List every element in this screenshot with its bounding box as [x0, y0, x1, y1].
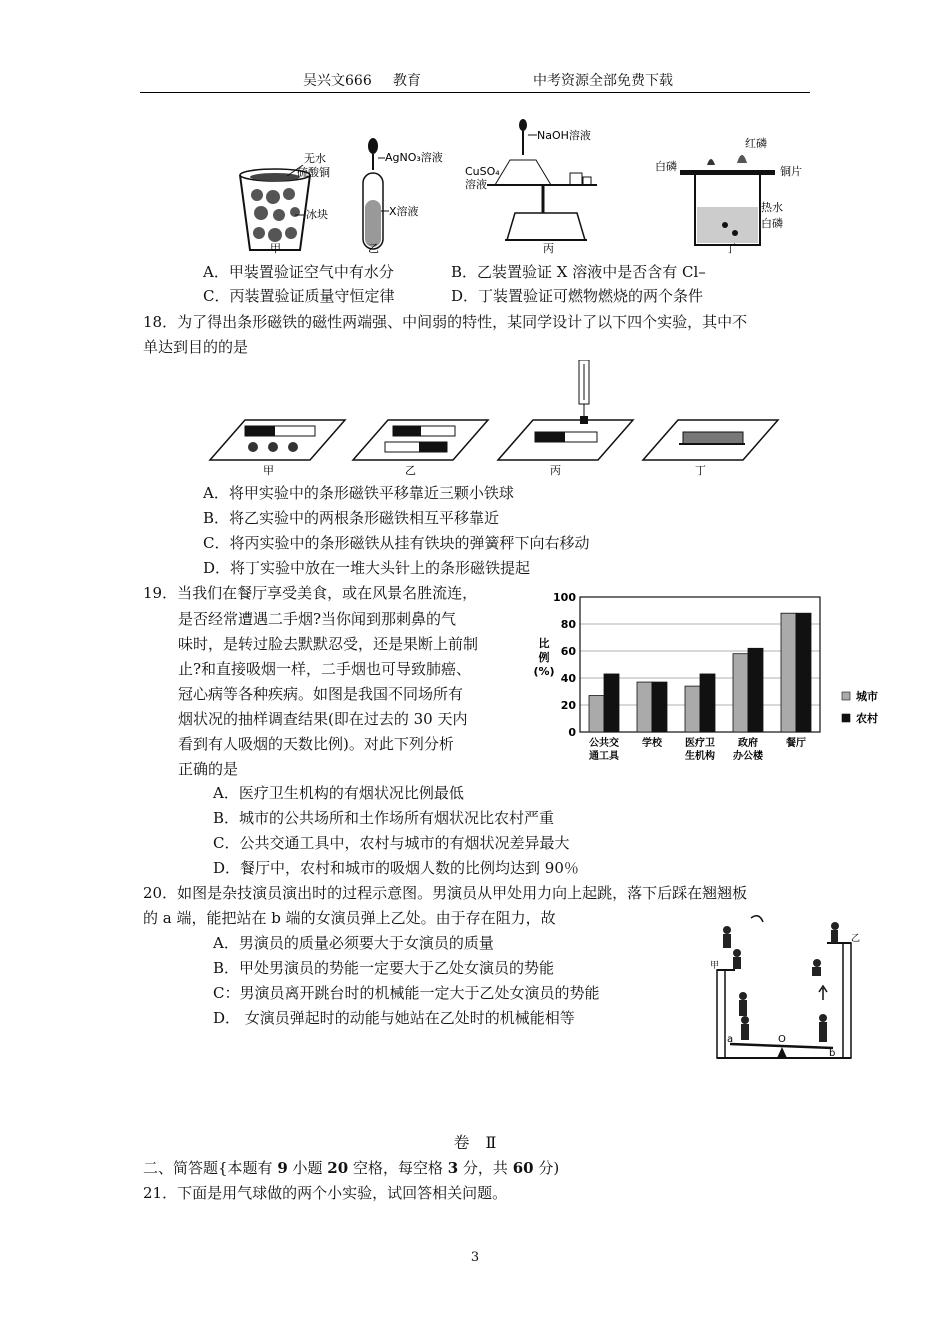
heading-part-6: 分，共	[458, 1159, 513, 1177]
q19-option-b: B．城市的公共场所和土作场所有烟状况比农村严重	[213, 809, 555, 827]
label-hongling: 红磷	[745, 137, 767, 150]
label-cuso4: CuSO₄	[465, 165, 500, 178]
heading-part-1: 9	[277, 1159, 288, 1177]
y-tick-label: 60	[560, 645, 576, 658]
q18-stem-line2: 单达到目的的是	[143, 338, 249, 356]
q20-stem-line1: 20．如图是杂技演员演出时的过程示意图。男演员从甲处用力向上起跳，落下后踩在翘翘板	[143, 884, 748, 902]
legend-swatch	[842, 714, 850, 722]
q19-stem-line2: 是否经常遭遇二手烟?当你闻到那刺鼻的气	[178, 610, 457, 628]
label-wushui: 无水	[304, 152, 326, 165]
page-number: 3	[470, 1250, 480, 1265]
x-tick-label: 公共交	[589, 738, 619, 749]
apparatus-ding	[655, 136, 802, 255]
y-tick-label: 80	[560, 618, 576, 631]
header-left: 吴兴文666	[303, 73, 372, 89]
q18-magnet-figure	[205, 360, 785, 480]
q17-apparatus-figure	[225, 115, 825, 260]
x-tick-label: 学校	[642, 738, 662, 749]
magnet-yi	[353, 420, 488, 477]
fig-yi: 乙	[405, 464, 416, 477]
heading-part-4: 空格，每空格	[348, 1159, 448, 1177]
label-reshui: 热水	[761, 201, 783, 214]
q21-stem: 21．下面是用气球做的两个小实验，试回答相关问题。	[143, 1184, 508, 1202]
legend-swatch	[842, 692, 850, 700]
q20-option-a: A．男演员的质量必须要大于女演员的质量	[213, 934, 494, 952]
y-axis-label: (%)	[533, 665, 555, 678]
label-x-solution: X溶液	[389, 205, 419, 218]
x-tick-label: 餐厅	[786, 738, 806, 749]
heading-part-8: 分)	[533, 1159, 560, 1177]
y-axis-label: 例	[538, 651, 550, 664]
label-cuso4-solution: 溶液	[465, 178, 487, 191]
q19-option-c: C．公共交通工具中，农村与城市的有烟状况差异最大	[213, 834, 570, 852]
q19-stem-line8: 正确的是	[178, 760, 239, 778]
legend-label: 农村	[856, 712, 878, 725]
bar-城市	[733, 654, 748, 732]
label-liusuantong: 硫酸铜	[297, 166, 330, 179]
q19-option-d: D．餐厅中，农村和城市的吸烟人数的比例均达到 90％	[213, 859, 579, 877]
fig-ding: 丁	[695, 464, 706, 477]
q18-option-b: B．将乙实验中的两根条形磁铁相互平移靠近	[203, 509, 500, 527]
smoking-bar-chart	[530, 592, 910, 767]
y-axis-label: 比	[538, 637, 550, 650]
fig-yi: 乙	[368, 242, 379, 255]
bar-城市	[589, 696, 604, 732]
q20-option-c: C：男演员离开跳台时的机械能一定大于乙处女演员的势能	[213, 984, 600, 1002]
q17-option-a: A．甲装置验证空气中有水分	[203, 263, 394, 281]
heading-part-7: 60	[512, 1159, 534, 1177]
label-bailing-bottom: 白磷	[761, 217, 783, 230]
q19-stem-line1: 19．当我们在餐厅享受美食，或在风景名胜流连，	[143, 584, 478, 602]
fig-bing: 丙	[550, 464, 561, 477]
q18-stem-line1: 18．为了得出条形磁铁的磁性两端强、中间弱的特性，某同学设计了以下四个实验，其中不	[143, 313, 748, 331]
magnet-bing	[498, 360, 633, 477]
q17-option-b: B．乙装置验证 X 溶液中是否含有 Cl–	[451, 263, 706, 281]
q19-stem-line4: 止?和直接吸烟一样，二手烟也可导致肺癌、	[178, 660, 472, 678]
x-tick-label: 生机构	[685, 751, 715, 762]
label-a: a	[727, 1034, 734, 1045]
x-tick-label: 办公楼	[733, 751, 763, 762]
y-tick-label: 40	[560, 672, 576, 685]
fig-jia: 甲	[270, 242, 281, 255]
label-jia: 甲	[710, 961, 720, 971]
y-tick-label: 0	[568, 726, 576, 739]
bar-农村	[796, 613, 811, 732]
bar-城市	[781, 613, 796, 732]
q20-stem-line2: 的 a 端，能把站在 b 端的女演员弹上乙处。由于存在阻力，故	[143, 909, 556, 927]
label-tongpian: 铜片	[780, 165, 802, 178]
apparatus-bing	[465, 119, 597, 255]
bar-农村	[604, 674, 619, 732]
x-tick-label: 医疗卫	[685, 738, 715, 749]
legend-label: 城市	[856, 690, 878, 703]
q17-option-c: C．丙装置验证质量守恒定律	[203, 287, 395, 305]
label-b: b	[829, 1048, 836, 1059]
bar-农村	[652, 682, 667, 732]
label-bingkuai: 冰块	[306, 208, 328, 221]
bar-农村	[748, 648, 763, 732]
apparatus-yi	[363, 138, 443, 255]
label-bailing-top: 白磷	[655, 160, 677, 173]
bar-农村	[700, 674, 715, 732]
q17-option-d: D．丁装置验证可燃物燃烧的两个条件	[451, 287, 704, 305]
y-tick-label: 100	[553, 592, 576, 604]
heading-part-0: 二、简答题{本题有	[143, 1159, 278, 1177]
x-tick-label: 通工具	[589, 751, 619, 762]
heading-part-5: 3	[447, 1159, 459, 1177]
header-mid: 教育	[393, 73, 421, 89]
label-agno3: AgNO₃溶液	[385, 151, 443, 164]
q19-stem-line6: 烟状况的抽样调查结果(即在过去的 30 天内	[178, 710, 468, 728]
y-tick-label: 20	[560, 699, 576, 712]
q19-stem-line5: 冠心病等各种疾病。如图是我国不同场所有	[178, 685, 464, 703]
label-o: O	[778, 1034, 786, 1045]
q19-stem-line3: 味时，是转过脸去默默忍受，还是果断上前制	[178, 635, 479, 653]
heading-part-3: 20	[327, 1159, 349, 1177]
fig-jia: 甲	[263, 464, 274, 477]
magnet-jia	[210, 420, 345, 477]
q18-option-c: C．将丙实验中的条形磁铁从挂有铁块的弹簧秤下向右移动	[203, 534, 590, 552]
label-naoh: NaOH溶液	[537, 129, 591, 142]
section2-heading	[143, 1158, 559, 1178]
q20-acrobat-figure	[705, 908, 865, 1063]
bar-城市	[637, 682, 652, 732]
q19-option-a: A．医疗卫生机构的有烟状况比例最低	[213, 784, 464, 802]
page-header	[140, 70, 810, 93]
q20-option-d: D． 女演员弹起时的动能与她站在乙处时的机械能相等	[213, 1009, 575, 1027]
header-right: 中考资源全部免费下载	[533, 73, 673, 89]
fig-ding: 丁	[725, 242, 736, 255]
heading-part-2: 小题	[287, 1159, 328, 1177]
q18-option-d: D．将丁实验中放在一堆大头针上的条形磁铁提起	[203, 559, 531, 577]
x-tick-label: 政府	[738, 738, 758, 749]
q18-option-a: A．将甲实验中的条形磁铁平移靠近三颗小铁球	[203, 484, 514, 502]
magnet-ding	[643, 420, 778, 477]
apparatus-jia	[240, 151, 330, 255]
section-title: 卷 Ⅱ	[453, 1133, 497, 1152]
label-yi: 乙	[851, 934, 861, 944]
fig-bing: 丙	[543, 242, 554, 255]
q19-stem-line7: 看到有人吸烟的天数比例)。对此下列分析	[178, 735, 454, 753]
bar-城市	[685, 686, 700, 732]
q20-option-b: B．甲处男演员的势能一定要大于乙处女演员的势能	[213, 959, 555, 977]
